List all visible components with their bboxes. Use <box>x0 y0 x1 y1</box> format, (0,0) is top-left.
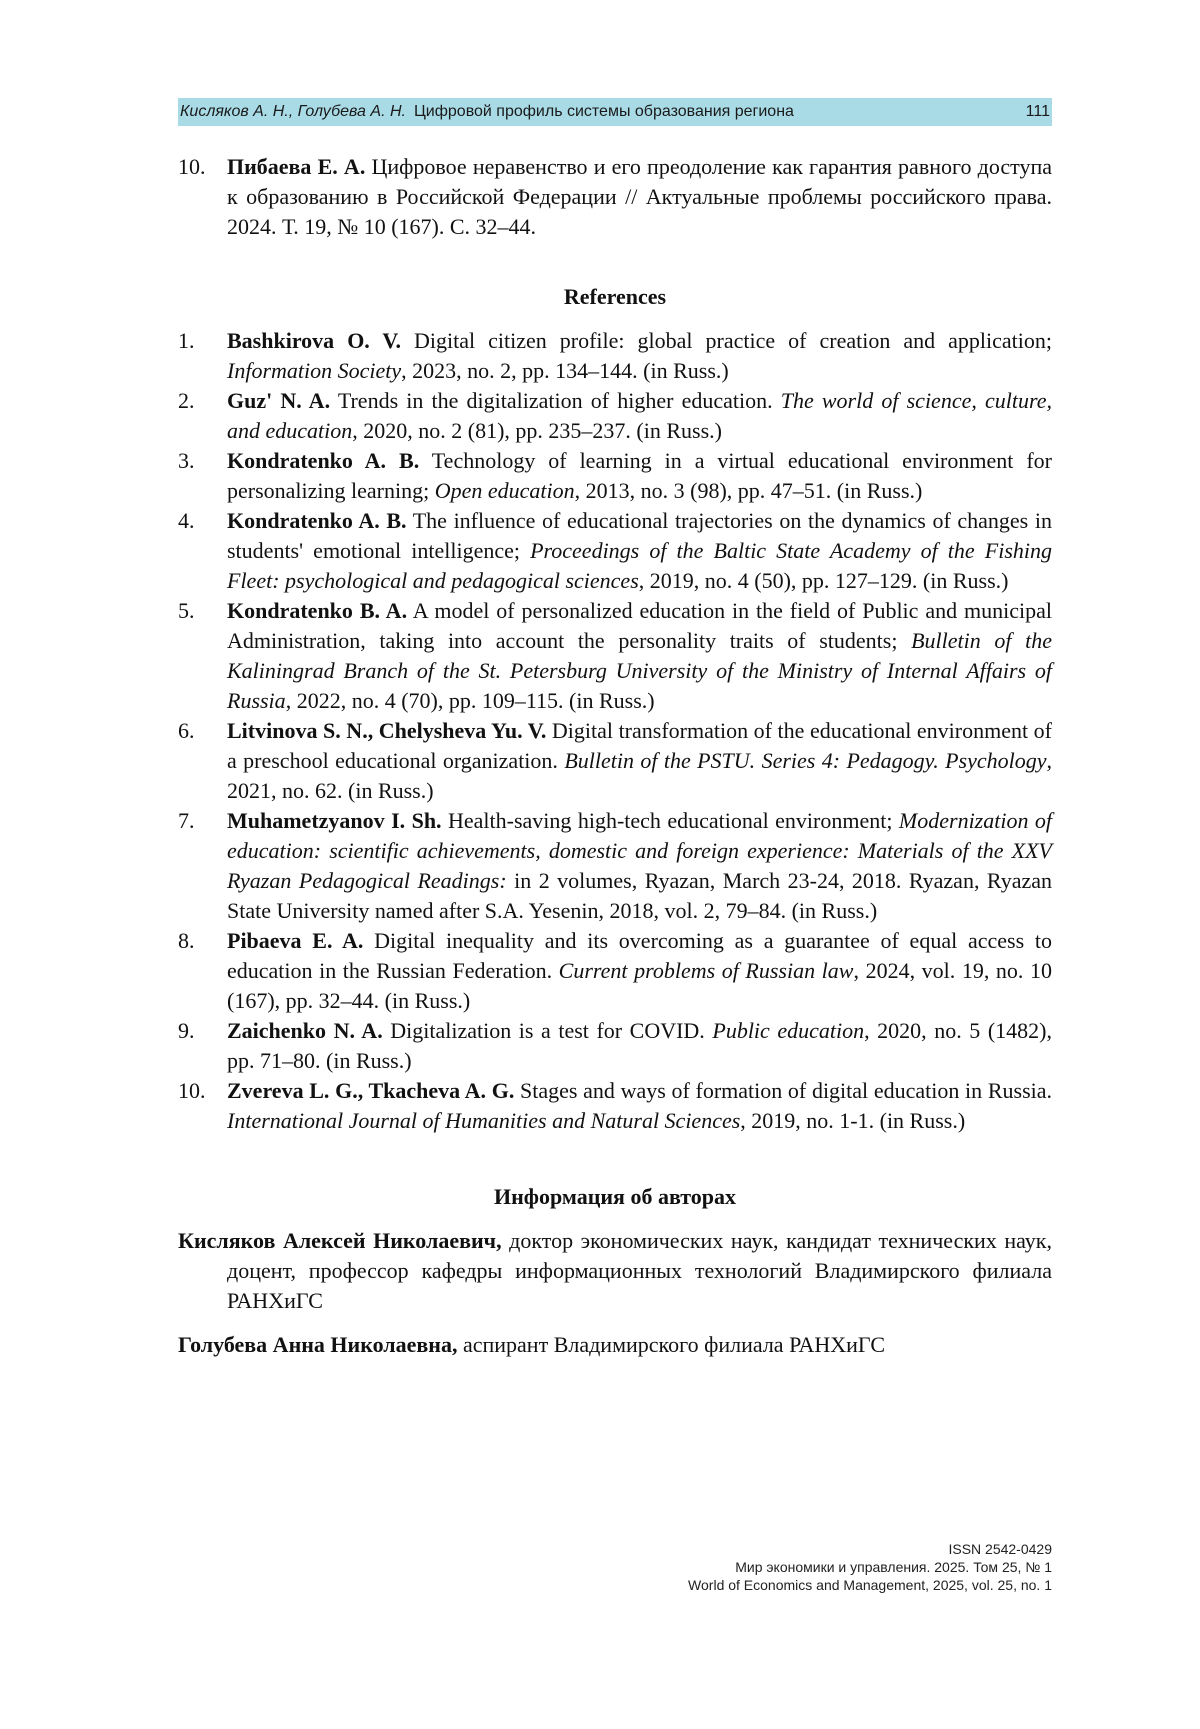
ref-author: Пибаева Е. А. <box>227 154 366 179</box>
ref-post: , 2023, no. 2, pp. 134–144. (in Russ.) <box>401 358 729 383</box>
footer-ru-journal: Мир экономики и управления. 2025. Том 25, № 1 <box>735 1559 1052 1575</box>
ref-post: , 2013, no. 3 (98), pp. 47–51. (in Russ.) <box>574 478 923 503</box>
ref-text <box>227 386 1052 446</box>
ref-number: 4. <box>178 508 195 533</box>
list-item <box>178 446 1052 506</box>
ref-post: , 2022, no. 4 (70), pp. 109–115. (in Russ.) <box>285 688 655 713</box>
author-entry <box>178 1330 1052 1360</box>
page-body <box>178 152 1052 1360</box>
header-left <box>180 103 794 121</box>
ref-author: Zvereva L. G., Tkacheva A. G. <box>227 1078 515 1103</box>
ref-author: Litvinova S. N., Chelysheva Yu. V. <box>227 718 547 743</box>
ref-pre: Health-saving high-tech educational environment; <box>441 808 899 833</box>
ref-post: , 2020, no. 5 (1482), pp. 71–80. (in Russ.) <box>227 1018 1053 1073</box>
author-desc: доктор экономических наук, кандидат технических наук, доцент, профессор кафедры информационных технологий Владимирского филиала РАНХиГС <box>227 1228 1052 1313</box>
ref-source: Current problems of Russian law <box>558 958 854 983</box>
list-item <box>178 386 1052 446</box>
ref-author: Bashkirova O. V. <box>227 328 401 353</box>
ref-number: 1. <box>178 328 195 353</box>
ref-number: 10. <box>178 154 206 179</box>
ref-post: in 2 volumes, Ryazan, March 23-24, 2018. Ryazan, Ryazan State University named after S.A. Yesenin, 2018, vol. 2, 79–84. (in Russ.) <box>227 868 1052 923</box>
ref-number: 2. <box>178 388 195 413</box>
ref-text <box>227 1076 1052 1136</box>
ref-author: Kondratenko A. B. <box>227 448 420 473</box>
ref-number: 3. <box>178 448 195 473</box>
ref-text <box>227 506 1052 596</box>
list-item <box>178 1016 1052 1076</box>
ref-source: Bulletin of the PSTU. Series 4: Pedagogy. Psychology <box>564 748 1047 773</box>
ref-pre: Trends in the digitalization of higher education. <box>330 388 781 413</box>
ref-post: , 2019, no. 1-1. (in Russ.) <box>740 1108 966 1133</box>
ref-number: 7. <box>178 808 195 833</box>
list-item <box>178 326 1052 386</box>
references-title: References <box>563 284 667 309</box>
list-item <box>178 806 1052 926</box>
ref-number: 9. <box>178 1018 195 1043</box>
ref-pre: Digital inequality and its overcoming as a guarantee of equal access to education in the Russian Federation. <box>227 928 1052 983</box>
ref-post: , 2020, no. 2 (81), pp. 235–237. (in Russ.) <box>352 418 722 443</box>
ref-pre: A model of personalized education in the field of Public and municipal Administration, taking into account the personality traits of students; <box>227 598 1052 653</box>
header-title: Цифровой профиль системы образования региона <box>413 103 794 120</box>
footer-issn: ISSN 2542-0429 <box>948 1541 1052 1557</box>
ref-number: 5. <box>178 598 195 623</box>
ref-pre: Digital transformation of the educational environment of a preschool educational organization. <box>227 718 1052 773</box>
ref-text <box>227 446 1052 506</box>
ref-author: Zaichenko N. A. <box>227 1018 383 1043</box>
ref-body: Цифровое неравенство и его преодоление как гарантия равного доступа к образованию в Российской Федерации // Актуальные проблемы российского права. 2024. Т. 19, № 10 (167). С. 32–44. <box>227 154 1052 239</box>
list-item <box>178 926 1052 1016</box>
ref-source: The world of science, culture, and education <box>227 388 1052 443</box>
ref-pre: Digital citizen profile: global practice of creation and application; <box>400 328 1052 353</box>
list-item <box>178 716 1052 806</box>
ref-text <box>227 152 1052 242</box>
ref-source: International Journal of Humanities and Natural Sciences <box>227 1108 741 1133</box>
ref-source: Modernization of education: scientific achievements, domestic and foreign experience: Materials of the XXV Ryazan Pedagogical Readings: <box>227 808 1053 893</box>
ref-text <box>227 716 1052 806</box>
ref-author: Pibaeva E. A. <box>227 928 364 953</box>
ref-pre: The influence of educational trajectories on the dynamics of changes in students' emotional intelligence; <box>227 508 1052 563</box>
ref-text <box>227 926 1052 1016</box>
ref-text <box>227 1016 1052 1076</box>
ref-number: 8. <box>178 928 195 953</box>
author-desc: аспирант Владимирского филиала РАНХиГС <box>457 1332 886 1357</box>
ref-source: Bulletin of the Kaliningrad Branch of the St. Petersburg University of the Ministry of Internal Affairs of Russia <box>227 628 1052 713</box>
ref-pre: Digitalization is a test for COVID. <box>382 1018 713 1043</box>
ref-text <box>227 326 1052 386</box>
ref-author: Guz' N. A. <box>227 388 331 413</box>
authors-info <box>178 1226 1052 1360</box>
ref-pre: Technology of learning in a virtual educational environment for personalizing learning; <box>227 448 1052 503</box>
ref-source: Information Society <box>227 358 402 383</box>
author-name: Голубева Анна Николаевна, <box>178 1332 458 1357</box>
ref-post: , 2021, no. 62. (in Russ.) <box>227 748 1052 803</box>
ref-author: Kondratenko A. B. <box>227 508 407 533</box>
ref-source: Proceedings of the Baltic State Academy of the Fishing Fleet: psychological and pedagogical sciences <box>227 538 1052 593</box>
list-item <box>178 506 1052 596</box>
ref-author: Kondratenko B. A. <box>227 598 408 623</box>
author-entry <box>178 1226 1052 1316</box>
list-item <box>178 596 1052 716</box>
ref-number: 10. <box>178 1078 206 1103</box>
russian-ref-10 <box>178 152 1052 242</box>
page-number: 111 <box>1025 103 1050 120</box>
ref-author: Muhametzyanov I. Sh. <box>227 808 442 833</box>
ref-pre: Stages and ways of formation of digital education in Russia. <box>514 1078 1053 1103</box>
list-item <box>178 1076 1052 1136</box>
ref-text <box>227 806 1052 926</box>
ref-source: Open education <box>434 478 575 503</box>
ref-source: Public education <box>712 1018 865 1043</box>
references-list <box>178 326 1052 1136</box>
authors-info-title: Информация об авторах <box>493 1184 737 1209</box>
ref-text <box>227 596 1052 716</box>
footer-en-journal: World of Economics and Management, 2025, vol. 25, no. 1 <box>688 1577 1052 1593</box>
ref-number: 6. <box>178 718 195 743</box>
journal-footer <box>688 1540 1052 1594</box>
header-authors: Кисляков А. Н., Голубева А. Н. <box>180 103 406 120</box>
ref-post: , 2019, no. 4 (50), pp. 127–129. (in Russ.) <box>638 568 1009 593</box>
ref-post: , 2024, vol. 19, no. 10 (167), pp. 32–44. (in Russ.) <box>227 958 1052 1013</box>
author-name: Кисляков Алексей Николаевич, <box>178 1228 502 1253</box>
running-header <box>178 98 1052 126</box>
